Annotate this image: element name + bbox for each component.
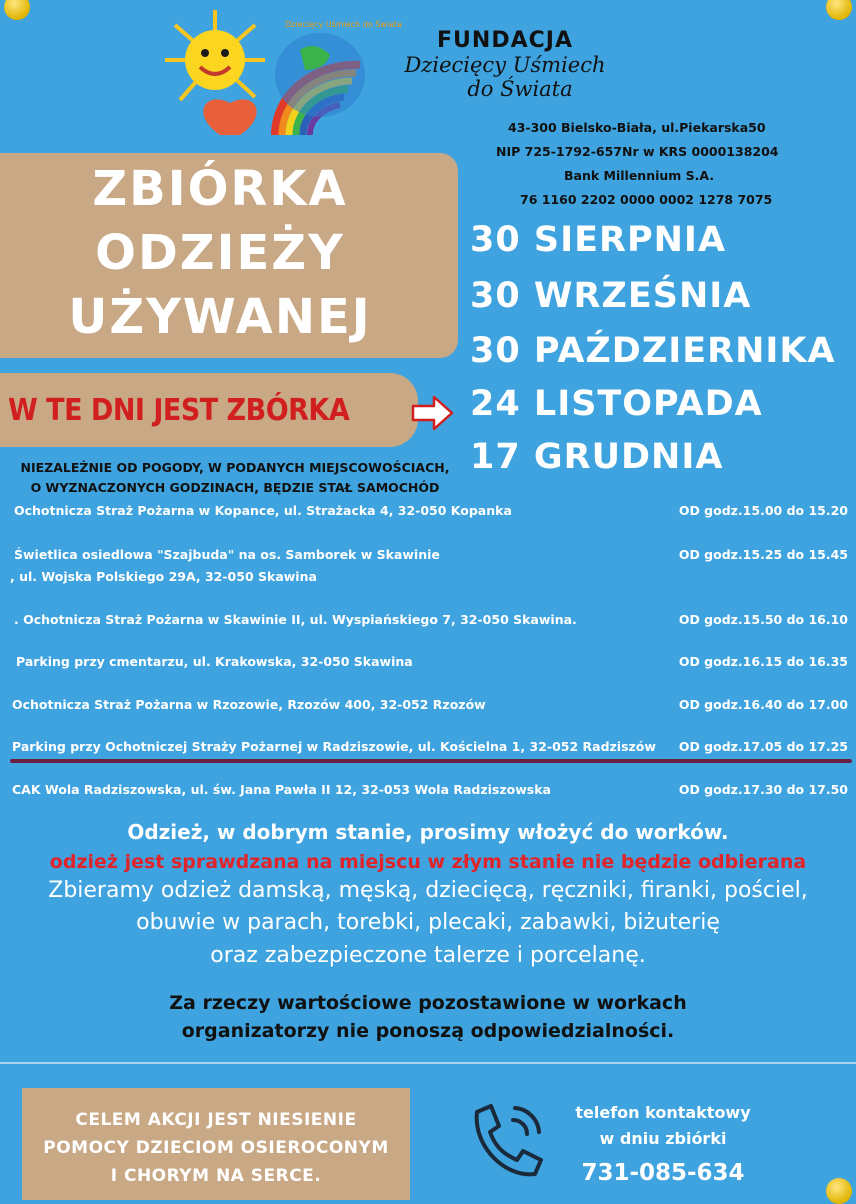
days-label: W TE DNI JEST ZBÓRKA xyxy=(8,393,350,428)
contact-sublabel: w dniu zbiórki xyxy=(599,1129,727,1148)
aim-line: I CHORYM NA SERCE. xyxy=(110,1166,322,1186)
info-warning: odzież jest sprawdzana na miejscu w złym stanie nie będzie odbierana xyxy=(49,851,807,873)
bank-account: 76 1160 2202 0000 0002 1278 7075 xyxy=(520,192,773,207)
phone-icon xyxy=(465,1098,547,1184)
location-place-continued: , ul. Wojska Polskiego 29A, 32-050 Skawina xyxy=(10,569,317,584)
bank-name: Bank Millennium S.A. xyxy=(564,168,715,183)
date-item: 24 LISTOPADA xyxy=(470,384,763,424)
location-place: Parking przy Ochotniczej Straży Pożarnej w Radziszowie, ul. Kościelna 1, 32-052 Radziszów xyxy=(12,739,656,754)
location-place: Ochotnicza Straż Pożarna w Kopance, ul. Strażacka 4, 32-050 Kopanka xyxy=(14,503,512,518)
date-item: 17 GRUDNIA xyxy=(470,437,724,477)
location-place: . Ochotnicza Straż Pożarna w Skawinie II, ul. Wyspiańskiego 7, 32-050 Skawina. xyxy=(14,612,577,627)
date-item: 30 SIERPNIA xyxy=(470,220,727,260)
aim-line: POMOCY DZIECIOM OSIEROCONYM xyxy=(43,1138,389,1158)
location-time: OD godz.17.05 do 17.25 xyxy=(678,739,848,754)
aim-box xyxy=(22,1088,410,1200)
foundation-name xyxy=(390,28,620,101)
phone-number[interactable]: 731-085-634 xyxy=(581,1160,745,1186)
foundation-logo xyxy=(160,5,402,140)
foundation-address xyxy=(490,116,820,212)
notice-line: NIEZALEŻNIE OD POGODY, W PODANYCH MIEJSCOWOŚCIACH, xyxy=(20,460,450,475)
pin-top-right xyxy=(826,0,852,20)
foundation-line-3: do Świata xyxy=(467,77,573,101)
contact-info xyxy=(548,1100,778,1186)
collected-items-line: obuwie w parach, torebki, plecaki, zabawki, biżuterię xyxy=(136,910,720,935)
address-line: 43-300 Bielsko-Biała, ul.Piekarska50 xyxy=(508,120,766,135)
location-place: Parking przy cmentarzu, ul. Krakowska, 32-050 Skawina xyxy=(16,654,413,669)
location-time: OD godz.16.15 do 16.35 xyxy=(678,654,848,669)
location-place: Ochotnicza Straż Pożarna w Rzozowie, Rzozów 400, 32-052 Rzozów xyxy=(12,697,486,712)
location-place: Świetlica osiedlowa "Szajbuda" na os. Samborek w Skawinie xyxy=(14,547,440,562)
collected-items-line: Zbieramy odzież damską, męską, dziecięcą, ręczniki, firanki, pościel, xyxy=(48,878,808,903)
arrow-right-icon xyxy=(410,393,456,433)
aim-line: CELEM AKCJI JEST NIESIENIE xyxy=(75,1110,357,1130)
location-time: OD godz.17.30 do 17.50 xyxy=(678,782,848,797)
responsibility-line: Za rzeczy wartościowe pozostawione w workach xyxy=(169,992,687,1014)
collected-items-line: oraz zabezpieczone talerze i porcelanę. xyxy=(210,943,646,968)
location-place: CAK Wola Radziszowska, ul. św. Jana Pawła II 12, 32-053 Wola Radziszowska xyxy=(12,782,551,797)
date-item: 30 WRZEŚNIA xyxy=(470,276,752,316)
location-time: OD godz.15.00 do 15.20 xyxy=(678,503,848,518)
location-time: OD godz.15.25 do 15.45 xyxy=(678,547,848,562)
logo-text: Dziecięcy Uśmiech do Świata xyxy=(285,20,402,29)
divider xyxy=(0,1062,856,1064)
nip-krs-line: NIP 725-1792-657Nr w KRS 0000138204 xyxy=(496,144,779,159)
foundation-line-1: FUNDACJA xyxy=(437,28,573,53)
days-box xyxy=(0,373,418,447)
contact-label: telefon kontaktowy xyxy=(575,1103,751,1122)
underline-marker xyxy=(10,759,852,763)
title-line-3: UŻYWANEJ xyxy=(68,289,372,345)
notice-line: O WYZNACZONYCH GODZINACH, BĘDZIE STAŁ SAMOCHÓD xyxy=(30,480,440,495)
pin-bottom-right xyxy=(826,1178,852,1204)
title-line-1: ZBIÓRKA xyxy=(92,161,348,217)
title-box xyxy=(0,153,458,358)
foundation-line-2: Dziecięcy Uśmiech xyxy=(404,53,606,77)
date-item: 30 PAŹDZIERNIKA xyxy=(470,331,836,371)
info-headline: Odzież, w dobrym stanie, prosimy włożyć do worków. xyxy=(127,820,729,844)
title-line-2: ODZIEŻY xyxy=(95,225,345,281)
responsibility-line: organizatorzy nie ponoszą odpowiedzialności. xyxy=(181,1020,675,1042)
pin-top-left xyxy=(4,0,30,20)
notice xyxy=(0,458,470,498)
location-time: OD godz.15.50 do 16.10 xyxy=(678,612,848,627)
location-time: OD godz.16.40 do 17.00 xyxy=(678,697,848,712)
